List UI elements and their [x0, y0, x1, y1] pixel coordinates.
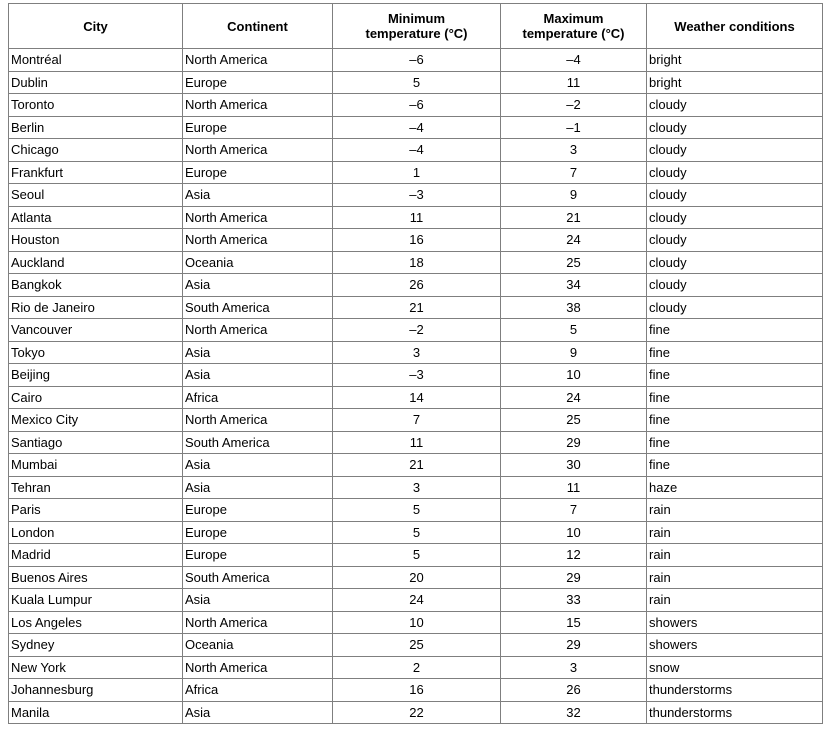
cell-max-temperature: 10: [501, 364, 647, 387]
cell-continent: Asia: [183, 341, 333, 364]
cell-city: Frankfurt: [9, 161, 183, 184]
cell-city: Tehran: [9, 476, 183, 499]
cell-weather-conditions: showers: [647, 634, 823, 657]
cell-weather-conditions: cloudy: [647, 184, 823, 207]
cell-city: Bangkok: [9, 274, 183, 297]
table-row: [9, 296, 823, 319]
cell-continent: South America: [183, 296, 333, 319]
cell-min-temperature: –3: [333, 364, 501, 387]
cell-continent: North America: [183, 409, 333, 432]
cell-city: Paris: [9, 499, 183, 522]
table-row: [9, 499, 823, 522]
cell-max-temperature: 25: [501, 251, 647, 274]
cell-min-temperature: 16: [333, 229, 501, 252]
cell-city: Tokyo: [9, 341, 183, 364]
table-row: [9, 161, 823, 184]
cell-weather-conditions: bright: [647, 49, 823, 72]
table-row: [9, 634, 823, 657]
cell-weather-conditions: cloudy: [647, 206, 823, 229]
cell-weather-conditions: rain: [647, 521, 823, 544]
cell-max-temperature: 29: [501, 566, 647, 589]
cell-max-temperature: 7: [501, 499, 647, 522]
cell-min-temperature: –4: [333, 139, 501, 162]
cell-min-temperature: 3: [333, 476, 501, 499]
table-row: [9, 364, 823, 387]
table-row: [9, 116, 823, 139]
cell-min-temperature: –3: [333, 184, 501, 207]
cell-continent: North America: [183, 229, 333, 252]
cell-max-temperature: –4: [501, 49, 647, 72]
cell-weather-conditions: cloudy: [647, 116, 823, 139]
cell-city: Atlanta: [9, 206, 183, 229]
cell-weather-conditions: fine: [647, 319, 823, 342]
cell-max-temperature: 32: [501, 701, 647, 724]
cell-city: London: [9, 521, 183, 544]
cell-max-temperature: 5: [501, 319, 647, 342]
table-body: [9, 49, 823, 724]
table-row: [9, 184, 823, 207]
table-row: [9, 454, 823, 477]
cell-continent: Asia: [183, 364, 333, 387]
cell-continent: North America: [183, 319, 333, 342]
cell-continent: North America: [183, 49, 333, 72]
cell-weather-conditions: rain: [647, 566, 823, 589]
cell-max-temperature: 25: [501, 409, 647, 432]
cell-min-temperature: 14: [333, 386, 501, 409]
cell-max-temperature: 15: [501, 611, 647, 634]
cell-min-temperature: –4: [333, 116, 501, 139]
table-row: [9, 274, 823, 297]
cell-continent: Africa: [183, 679, 333, 702]
cell-min-temperature: 5: [333, 521, 501, 544]
cell-weather-conditions: thunderstorms: [647, 701, 823, 724]
header-max-temperature: [501, 4, 647, 49]
cell-city: Madrid: [9, 544, 183, 567]
table-row: [9, 229, 823, 252]
cell-weather-conditions: cloudy: [647, 161, 823, 184]
cell-city: Rio de Janeiro: [9, 296, 183, 319]
cell-continent: Asia: [183, 274, 333, 297]
cell-city: Santiago: [9, 431, 183, 454]
cell-weather-conditions: fine: [647, 341, 823, 364]
cell-weather-conditions: rain: [647, 589, 823, 612]
cell-city: Seoul: [9, 184, 183, 207]
cell-city: Sydney: [9, 634, 183, 657]
header-city: City: [9, 4, 183, 49]
cell-continent: Africa: [183, 386, 333, 409]
cell-min-temperature: 5: [333, 544, 501, 567]
cell-weather-conditions: fine: [647, 364, 823, 387]
cell-min-temperature: 20: [333, 566, 501, 589]
cell-continent: North America: [183, 94, 333, 117]
cell-continent: Europe: [183, 521, 333, 544]
table-row: [9, 409, 823, 432]
header-max-line2: temperature (°C): [522, 26, 625, 41]
cell-max-temperature: –2: [501, 94, 647, 117]
cell-max-temperature: 24: [501, 386, 647, 409]
cell-min-temperature: –6: [333, 49, 501, 72]
cell-continent: South America: [183, 431, 333, 454]
table-row: [9, 341, 823, 364]
cell-min-temperature: 25: [333, 634, 501, 657]
cell-weather-conditions: haze: [647, 476, 823, 499]
table-row: [9, 566, 823, 589]
cell-weather-conditions: cloudy: [647, 251, 823, 274]
cell-max-temperature: 3: [501, 139, 647, 162]
cell-weather-conditions: cloudy: [647, 296, 823, 319]
cell-min-temperature: 21: [333, 296, 501, 319]
cell-max-temperature: –1: [501, 116, 647, 139]
cell-continent: Asia: [183, 589, 333, 612]
cell-max-temperature: 9: [501, 184, 647, 207]
table-row: [9, 206, 823, 229]
cell-max-temperature: 10: [501, 521, 647, 544]
cell-weather-conditions: bright: [647, 71, 823, 94]
header-row: [9, 4, 823, 49]
cell-city: Kuala Lumpur: [9, 589, 183, 612]
cell-continent: Europe: [183, 116, 333, 139]
cell-max-temperature: 30: [501, 454, 647, 477]
cell-city: Chicago: [9, 139, 183, 162]
cell-city: Los Angeles: [9, 611, 183, 634]
cell-continent: Oceania: [183, 634, 333, 657]
cell-city: Beijing: [9, 364, 183, 387]
cell-weather-conditions: showers: [647, 611, 823, 634]
cell-weather-conditions: cloudy: [647, 139, 823, 162]
header-min-temperature: [333, 4, 501, 49]
cell-min-temperature: 7: [333, 409, 501, 432]
cell-max-temperature: 9: [501, 341, 647, 364]
cell-continent: Asia: [183, 476, 333, 499]
cell-min-temperature: 16: [333, 679, 501, 702]
table-row: [9, 521, 823, 544]
cell-continent: North America: [183, 656, 333, 679]
cell-max-temperature: 29: [501, 431, 647, 454]
cell-continent: North America: [183, 206, 333, 229]
table-row: [9, 589, 823, 612]
cell-max-temperature: 34: [501, 274, 647, 297]
header-min-line1: Minimum: [387, 11, 446, 26]
table-row: [9, 611, 823, 634]
cell-continent: Europe: [183, 544, 333, 567]
cell-city: Houston: [9, 229, 183, 252]
cell-city: Mumbai: [9, 454, 183, 477]
cell-weather-conditions: fine: [647, 454, 823, 477]
cell-continent: Oceania: [183, 251, 333, 274]
cell-continent: Europe: [183, 71, 333, 94]
cell-min-temperature: 10: [333, 611, 501, 634]
cell-continent: Asia: [183, 454, 333, 477]
cell-min-temperature: 5: [333, 499, 501, 522]
cell-city: Vancouver: [9, 319, 183, 342]
header-min-line2: temperature (°C): [365, 26, 468, 41]
cell-max-temperature: 3: [501, 656, 647, 679]
cell-weather-conditions: fine: [647, 431, 823, 454]
cell-city: Montréal: [9, 49, 183, 72]
cell-min-temperature: –6: [333, 94, 501, 117]
cell-city: Dublin: [9, 71, 183, 94]
cell-city: New York: [9, 656, 183, 679]
cell-min-temperature: 3: [333, 341, 501, 364]
cell-min-temperature: 21: [333, 454, 501, 477]
cell-city: Mexico City: [9, 409, 183, 432]
table-row: [9, 431, 823, 454]
cell-weather-conditions: thunderstorms: [647, 679, 823, 702]
table-row: [9, 251, 823, 274]
cell-min-temperature: 11: [333, 431, 501, 454]
cell-max-temperature: 11: [501, 476, 647, 499]
cell-min-temperature: –2: [333, 319, 501, 342]
cell-city: Auckland: [9, 251, 183, 274]
table-row: [9, 544, 823, 567]
cell-continent: Europe: [183, 499, 333, 522]
table-row: [9, 701, 823, 724]
table-row: [9, 679, 823, 702]
cell-city: Berlin: [9, 116, 183, 139]
cell-city: Toronto: [9, 94, 183, 117]
cell-max-temperature: 29: [501, 634, 647, 657]
cell-min-temperature: 24: [333, 589, 501, 612]
cell-max-temperature: 12: [501, 544, 647, 567]
table-row: [9, 71, 823, 94]
cell-city: Cairo: [9, 386, 183, 409]
table-row: [9, 139, 823, 162]
cell-city: Manila: [9, 701, 183, 724]
cell-weather-conditions: cloudy: [647, 94, 823, 117]
cell-continent: South America: [183, 566, 333, 589]
cell-continent: North America: [183, 139, 333, 162]
cell-max-temperature: 7: [501, 161, 647, 184]
cell-continent: Asia: [183, 184, 333, 207]
cell-weather-conditions: rain: [647, 499, 823, 522]
cell-max-temperature: 11: [501, 71, 647, 94]
cell-min-temperature: 22: [333, 701, 501, 724]
cell-weather-conditions: cloudy: [647, 274, 823, 297]
header-max-line1: Maximum: [543, 11, 604, 26]
cell-continent: Europe: [183, 161, 333, 184]
table-row: [9, 94, 823, 117]
table-row: [9, 386, 823, 409]
weather-table: [8, 3, 823, 724]
table-row: [9, 656, 823, 679]
cell-min-temperature: 26: [333, 274, 501, 297]
cell-max-temperature: 33: [501, 589, 647, 612]
header-weather-conditions: Weather conditions: [647, 4, 823, 49]
cell-weather-conditions: fine: [647, 386, 823, 409]
cell-city: Buenos Aires: [9, 566, 183, 589]
cell-weather-conditions: snow: [647, 656, 823, 679]
table-row: [9, 476, 823, 499]
table-row: [9, 319, 823, 342]
cell-min-temperature: 2: [333, 656, 501, 679]
header-continent: Continent: [183, 4, 333, 49]
cell-max-temperature: 21: [501, 206, 647, 229]
cell-weather-conditions: rain: [647, 544, 823, 567]
cell-weather-conditions: fine: [647, 409, 823, 432]
table-row: [9, 49, 823, 72]
cell-min-temperature: 11: [333, 206, 501, 229]
cell-max-temperature: 24: [501, 229, 647, 252]
cell-continent: North America: [183, 611, 333, 634]
cell-min-temperature: 5: [333, 71, 501, 94]
cell-continent: Asia: [183, 701, 333, 724]
cell-weather-conditions: cloudy: [647, 229, 823, 252]
cell-min-temperature: 18: [333, 251, 501, 274]
cell-min-temperature: 1: [333, 161, 501, 184]
cell-max-temperature: 26: [501, 679, 647, 702]
cell-city: Johannesburg: [9, 679, 183, 702]
cell-max-temperature: 38: [501, 296, 647, 319]
